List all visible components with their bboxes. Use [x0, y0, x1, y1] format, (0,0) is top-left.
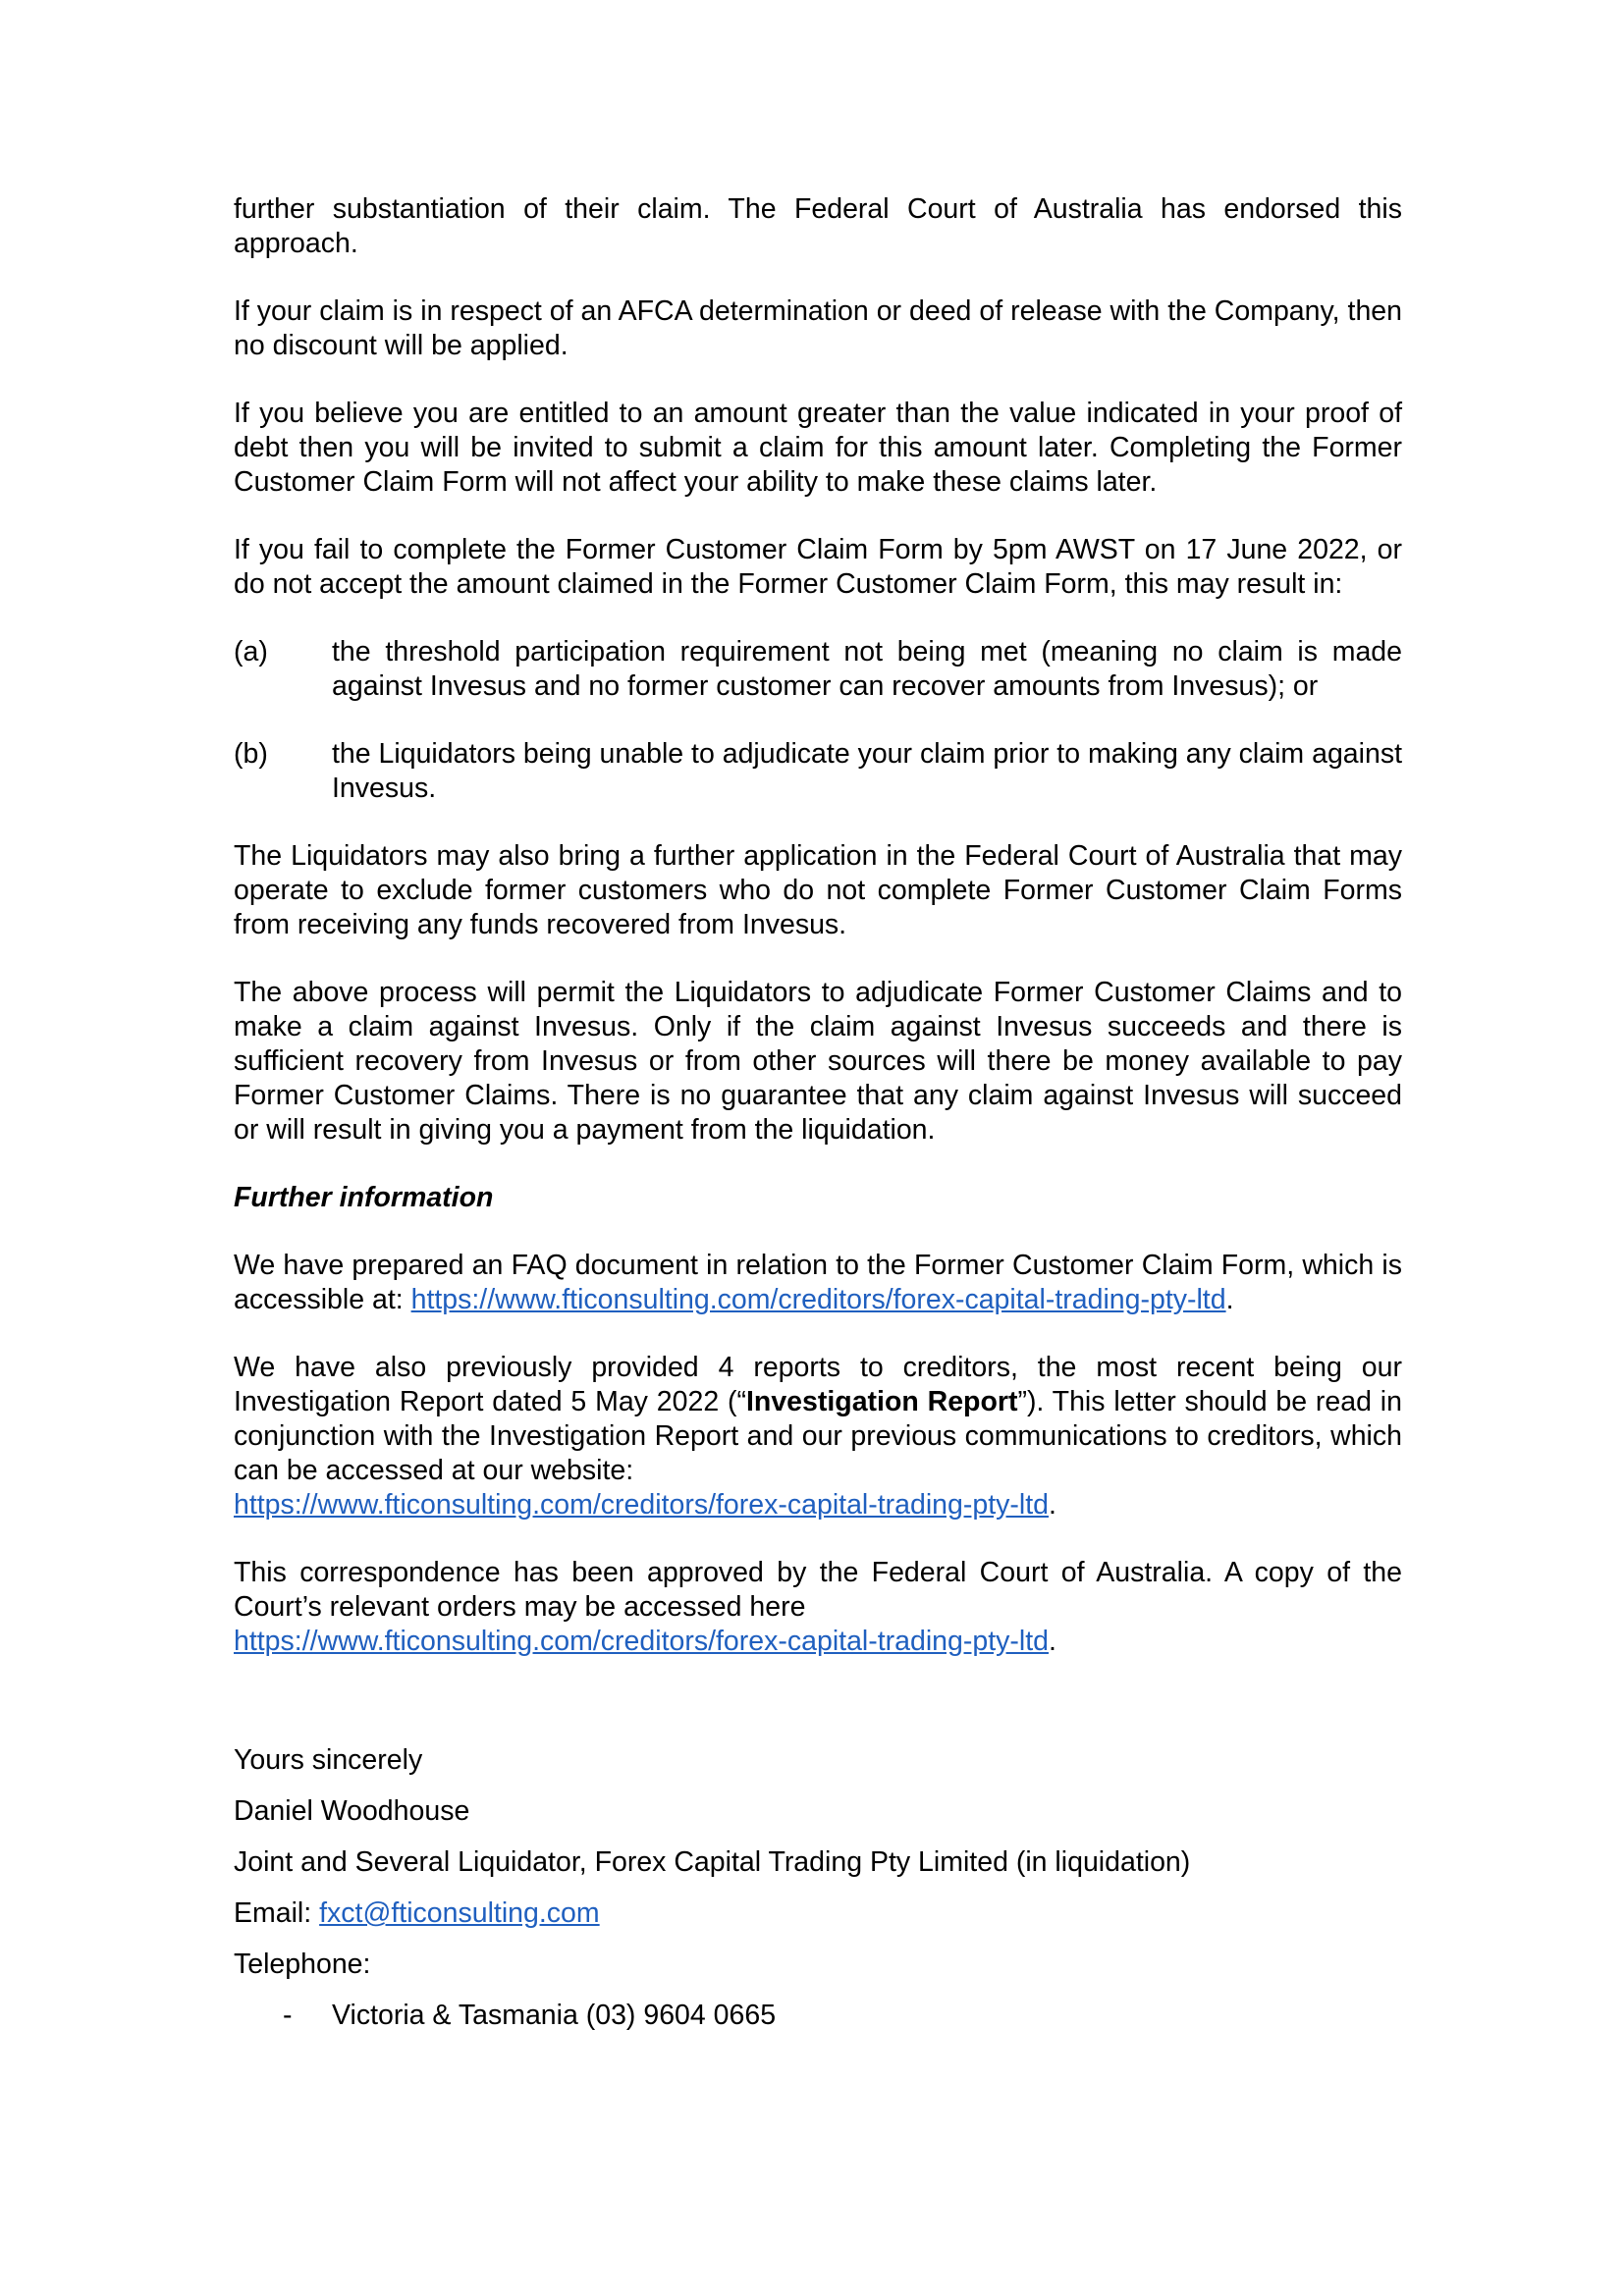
signatory-title: Joint and Several Liquidator, Forex Capital Trading Pty Limited (in liquidation) — [234, 1846, 1191, 1878]
dash-bullet: - — [283, 2000, 293, 2031]
paragraph-deadline: If you fail to complete the Former Customer Claim Form by 5pm AWST on 17 June 2022, or do not accept the amount claimed in the Former Customer Claim Form, this may result in: — [234, 534, 1402, 600]
paragraph-approval — [234, 1556, 1402, 1659]
faq-link[interactable]: https://www.fticonsulting.com/creditors/forex-capital-trading-pty-ltd — [410, 1284, 1226, 1315]
paragraph-further-application: The Liquidators may also bring a further application in the Federal Court of Australia that may operate to exclude former customers who do not complete Former Customer Claim Forms from receiving any funds recovered from Invesus. — [234, 840, 1402, 940]
paragraph-substantiation: further substantiation of their claim. The Federal Court of Australia has endorsed this approach. — [234, 193, 1402, 259]
list-text: the Liquidators being unable to adjudicate your claim prior to making any claim against Invesus. — [332, 738, 1402, 804]
signatory-name: Daniel Woodhouse — [234, 1795, 470, 1827]
paragraph-faq — [234, 1249, 1402, 1317]
paragraph-afca: If your claim is in respect of an AFCA determination or deed of release with the Company, then no discount will be applied. — [234, 295, 1402, 361]
list-marker: (a) — [234, 636, 268, 667]
faq-end: . — [1225, 1284, 1234, 1315]
spacer — [234, 1692, 1402, 1743]
closing: Yours sincerely — [234, 1744, 423, 1776]
reports-link[interactable]: https://www.fticonsulting.com/creditors/forex-capital-trading-pty-ltd — [234, 1489, 1049, 1521]
approval-text: This correspondence has been approved by the Federal Court of Australia. A copy of the Court’s relevant orders may be accessed here — [234, 1557, 1402, 1623]
reports-text-2: ”). This letter should be read in conjunction with the Investigation Report and our previous communications to creditors, which can be accessed at our website: — [234, 1386, 1402, 1486]
paragraph-process: The above process will permit the Liquidators to adjudicate Former Customer Claims and to make a claim against Invesus. Only if the claim against Invesus succeeds and there is sufficient recovery from Invesus or from other sources will there be money available to pay Former Customer Claims. There is no guarantee that any claim against Invesus will succeed or will result in giving you a payment from the liquidation. — [234, 977, 1402, 1146]
paragraph-reports — [234, 1351, 1402, 1522]
approval-end: . — [1048, 1626, 1056, 1657]
phone-text: Victoria & Tasmania (03) 9604 0665 — [332, 2000, 777, 2031]
list-item-b — [234, 737, 1402, 806]
section-heading-further-information: Further information — [234, 1182, 494, 1213]
list-item-a — [234, 635, 1402, 704]
telephone-label: Telephone: — [234, 1949, 371, 1980]
reports-text — [234, 1352, 1402, 1486]
list-text: the threshold participation requirement not being met (meaning no claim is made against Invesus and no former customer can recover amounts from Invesus); or — [332, 636, 1402, 702]
paragraph-greater-amount: If you believe you are entitled to an amount greater than the value indicated in your proof of debt then you will be invited to submit a claim for this amount later. Completing the Former Customer Claim Form will not affect your ability to make these claims later. — [234, 398, 1402, 498]
letter-page — [234, 192, 1402, 2033]
approval-link[interactable]: https://www.fticonsulting.com/creditors/forex-capital-trading-pty-ltd — [234, 1626, 1049, 1657]
phone-item — [234, 1999, 1402, 2033]
email-link[interactable]: fxct@fticonsulting.com — [319, 1897, 600, 1929]
faq-text: We have prepared an FAQ document in relation to the Former Customer Claim Form, which is accessible at: — [234, 1250, 1402, 1315]
list-marker: (b) — [234, 738, 268, 770]
reports-text-1: We have also previously provided 4 reports to creditors, the most recent being our Investigation Report dated 5 May 2022 (“ — [234, 1352, 1402, 1417]
reports-end: . — [1048, 1489, 1056, 1521]
email-label: Email: — [234, 1897, 320, 1929]
investigation-report-term: Investigation Report — [746, 1386, 1018, 1417]
email-line — [234, 1896, 1402, 1931]
